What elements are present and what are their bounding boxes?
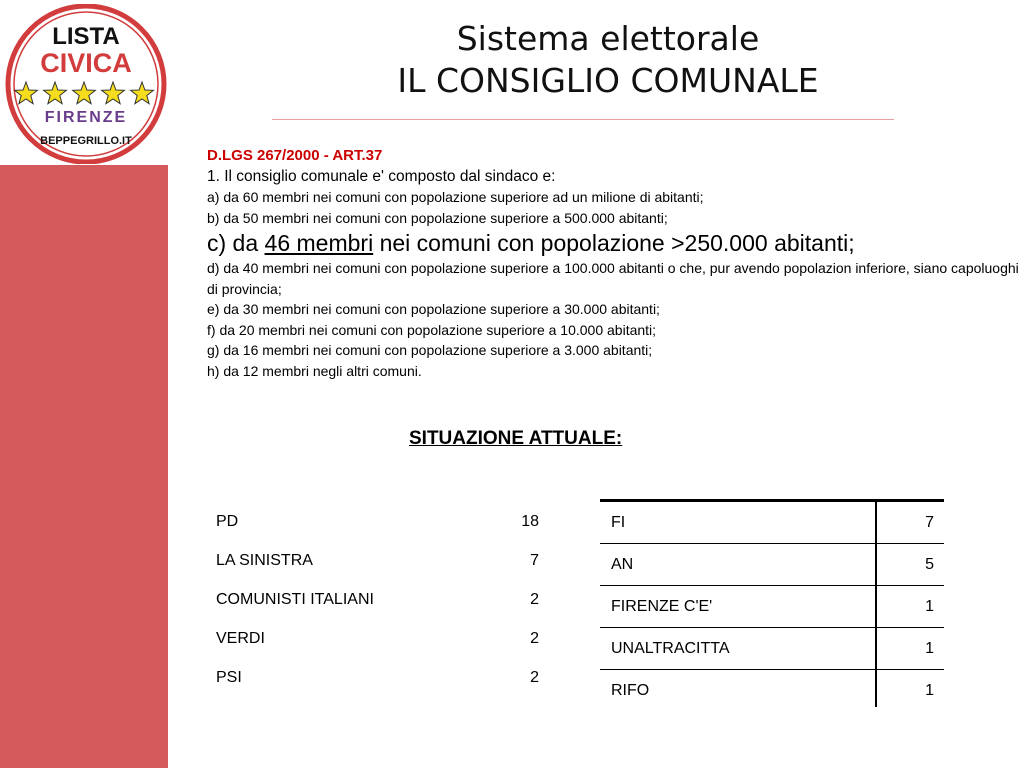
opposition-table — [600, 499, 944, 711]
party-name: PSI — [216, 669, 242, 686]
law-intro: 1. Il consiglio comunale e' composto dal sindaco e: — [207, 167, 556, 185]
table-row — [600, 502, 944, 544]
table-row — [216, 505, 544, 544]
table-row — [216, 622, 544, 661]
party-seats: 2 — [530, 669, 539, 686]
party-seats: 1 — [925, 640, 934, 657]
table-row — [216, 544, 544, 583]
table-row — [600, 544, 944, 586]
section-heading: SITUAZIONE ATTUALE: — [409, 428, 623, 449]
party-seats: 7 — [925, 514, 934, 531]
table-row — [600, 586, 944, 628]
party-seats: 7 — [530, 552, 539, 569]
party-name: VERDI — [216, 630, 265, 647]
table-row — [600, 670, 944, 711]
logo-site-text: BEPPEGRILLO.IT — [40, 135, 132, 147]
law-reference: D.LGS 267/2000 - ART.37 — [207, 147, 383, 164]
party-seats: 2 — [530, 591, 539, 608]
party-name: COMUNISTI ITALIANI — [216, 591, 374, 608]
table-row — [600, 628, 944, 670]
law-item-g: g) da 16 membri nei comuni con popolazione superiore a 3.000 abitanti; — [207, 342, 653, 358]
law-item-a: a) da 60 membri nei comuni con popolazione superiore ad un milione di abitanti; — [207, 189, 704, 205]
title-line-1: Sistema elettorale — [456, 19, 760, 58]
majority-table — [216, 505, 544, 700]
logo-top-text: LISTA — [52, 23, 120, 50]
law-item-b: b) da 50 membri nei comuni con popolazione superiore a 500.000 abitanti; — [207, 209, 668, 226]
party-name: LA SINISTRA — [216, 552, 313, 569]
party-name: UNALTRACITTA — [611, 640, 730, 657]
law-item-f: f) da 20 membri nei comuni con popolazione superiore a 10.000 abitanti; — [207, 321, 657, 338]
law-item-c-highlight: 46 membri — [264, 230, 374, 256]
party-name: FI — [611, 514, 626, 531]
law-text-block — [207, 146, 1019, 381]
law-item-d: d) da 40 membri nei comuni con popolazione superiore a 100.000 abitanti o che, pur avendo popolazion inferiore, siano capoluoghi di provincia; — [207, 260, 1019, 297]
party-name: PD — [216, 513, 239, 530]
party-seats: 5 — [925, 556, 934, 573]
law-item-e: e) da 30 membri nei comuni con popolazione superiore a 30.000 abitanti; — [207, 301, 660, 317]
party-name: FIRENZE C'E' — [611, 598, 713, 615]
lista-civica-logo — [4, 4, 168, 164]
law-item-c-prefix: c) da — [207, 230, 265, 256]
title-divider — [272, 119, 894, 120]
party-seats: 2 — [530, 630, 539, 647]
logo-mid-text: CIVICA — [40, 48, 132, 78]
law-item-h: h) da 12 membri negli altri comuni. — [207, 362, 422, 379]
party-seats: 18 — [521, 513, 539, 530]
law-item-c-suffix: nei comuni con popolazione >250.000 abitanti; — [373, 230, 855, 256]
side-decorative-bar — [0, 165, 168, 768]
party-seats: 1 — [925, 682, 934, 699]
party-seats: 1 — [925, 598, 934, 615]
party-name: AN — [611, 556, 634, 573]
logo-city-text: FIRENZE — [44, 109, 128, 126]
table-row — [216, 583, 544, 622]
slide-title — [268, 18, 948, 102]
party-name: RIFO — [611, 682, 650, 699]
title-line-2: IL CONSIGLIO COMUNALE — [397, 61, 819, 100]
law-item-c — [207, 228, 1019, 258]
table-row — [216, 661, 544, 700]
